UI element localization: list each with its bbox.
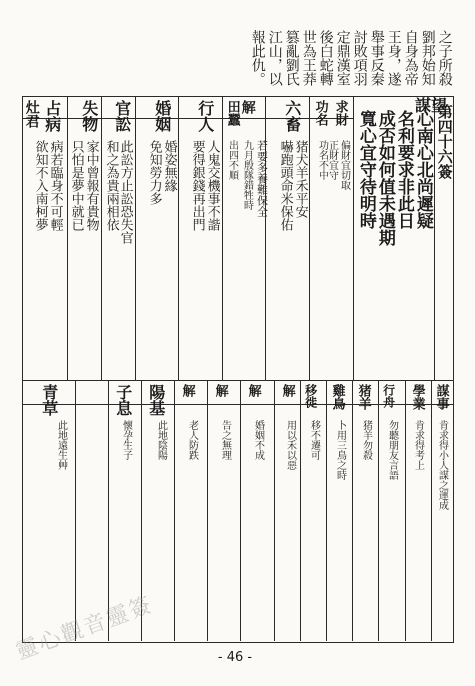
column-rule bbox=[434, 96, 435, 380]
cell-text-qiucai: 正財宜守 bbox=[326, 140, 338, 180]
col-label-jie: 解 bbox=[239, 100, 256, 114]
col-label-gongming: 功名 bbox=[312, 100, 328, 126]
cell-text-zhanbing: 病若臨身不可輕 bbox=[47, 140, 63, 231]
cell-text: 婚姻不成 bbox=[252, 420, 264, 460]
cell-text: 肯求得考上 bbox=[412, 420, 424, 470]
col-label-jie: 解 bbox=[179, 384, 195, 397]
col-label-jiniao: 雞鳥 bbox=[329, 384, 345, 410]
cell-text: 老人防跌 bbox=[186, 420, 198, 460]
cell-text-liuchu: 嚇跑頭命米保佑 bbox=[277, 140, 293, 231]
cell-text: 此地陰陽 bbox=[155, 420, 167, 460]
cell-text: 勿聽朋友言語 bbox=[386, 420, 398, 480]
column-rule bbox=[101, 96, 102, 380]
intro-line: 江山，以 bbox=[266, 30, 283, 86]
col-label-jie: 解 bbox=[212, 384, 228, 397]
sign-number: 第四十六簽 bbox=[435, 104, 454, 179]
column-rule bbox=[178, 96, 179, 380]
poem-line: 心南心北尚遲疑 bbox=[412, 110, 433, 229]
intro-line: 舉事反秦 bbox=[368, 30, 385, 86]
intro-line: 劉邦始知 bbox=[419, 30, 436, 86]
column-rule bbox=[353, 96, 354, 380]
cell-text-tiancan: 出四不順 bbox=[226, 140, 238, 180]
intro-line: 之子所殺 bbox=[436, 30, 453, 86]
cell-text-shiwu: 只怕是夢中就已 bbox=[68, 140, 84, 231]
col-label-zhuyang: 猪羊 bbox=[355, 384, 371, 410]
col-label-zaojun: 灶君 bbox=[23, 100, 40, 128]
col-label-moushi: 謀事 bbox=[433, 384, 449, 410]
col-label-xueye: 學業 bbox=[409, 384, 425, 410]
cell-text-hunyin: 免知勞力多 bbox=[146, 140, 162, 205]
col-label-zhanbing: 占病 bbox=[42, 100, 62, 132]
intro-line: 報此仇。 bbox=[249, 30, 266, 86]
cell-text-liuchu: 若要多養難保全 bbox=[255, 140, 269, 217]
col-label-qiucai: 求財 bbox=[332, 100, 348, 126]
col-label-yangji: 陽基 bbox=[146, 384, 166, 416]
section-divider bbox=[22, 380, 453, 381]
cell-text-guansong: 此訟方止訟恐失官 bbox=[117, 140, 133, 244]
cell-text: 卜用三鳥之時 bbox=[334, 420, 346, 480]
col-label-xingren: 行人 bbox=[195, 100, 215, 132]
intro-line: 王身，遂 bbox=[385, 30, 402, 86]
col-label-jie: 解 bbox=[245, 384, 261, 397]
poem-line: 成否如何值未遇期 bbox=[374, 110, 395, 246]
col-label-hunyin: 婚姻 bbox=[152, 100, 172, 132]
cell-text-liuchu: 猪犬羊禾平安 bbox=[292, 140, 308, 218]
intro-line: 自身為帝 bbox=[402, 30, 419, 86]
column-rule bbox=[309, 96, 310, 380]
column-rule bbox=[352, 380, 353, 641]
poem-line: 寬心宜守待明時 bbox=[355, 110, 376, 229]
col-label-qingcao: 青草 bbox=[39, 384, 59, 416]
category-label: 謀望 bbox=[415, 96, 448, 115]
column-rule bbox=[222, 96, 223, 380]
column-rule bbox=[300, 380, 301, 641]
watermark: 靈心觀音靈簽 bbox=[12, 592, 157, 666]
col-label-tiancan: 田蠶 bbox=[224, 100, 240, 126]
cell-text-guansong: 和之為貴兩相依 bbox=[103, 140, 119, 231]
cell-text-qiucai: 偏財宜切取 bbox=[338, 140, 350, 190]
column-rule bbox=[67, 96, 68, 380]
cell-text: 猪羊勿殺 bbox=[360, 420, 372, 460]
header-rule bbox=[22, 118, 354, 119]
cell-text: 告之無理 bbox=[219, 420, 231, 460]
column-rule bbox=[405, 380, 406, 641]
intro-line: 篡亂劉氏 bbox=[283, 30, 300, 86]
intro-line: 世為王莽 bbox=[300, 30, 317, 86]
column-rule bbox=[431, 380, 432, 641]
cell-text: 肯求得小人謀之運成 bbox=[436, 420, 448, 510]
col-label-shiwu: 失物 bbox=[79, 100, 99, 132]
cell-text: 用以禾以惡 bbox=[284, 420, 296, 470]
cell-text-xingren: 人鬼交機事不諧 bbox=[204, 140, 220, 231]
cell-text-xingren: 要得銀錢再出門 bbox=[189, 140, 205, 231]
col-label-zixi: 子息 bbox=[113, 384, 133, 416]
intro-line: 定鼎漢室 bbox=[334, 30, 351, 86]
column-rule bbox=[274, 380, 275, 641]
intro-line: 討敗項羽 bbox=[351, 30, 368, 86]
column-rule bbox=[135, 96, 136, 380]
page-number: - 46 - bbox=[217, 650, 253, 665]
cell-text: 此地遠生艸 bbox=[55, 420, 67, 470]
cell-text-gongming: 功名不中 bbox=[316, 140, 328, 180]
col-label-jie: 解 bbox=[279, 384, 295, 397]
col-label-xingzhou: 行舟 bbox=[381, 384, 396, 408]
cell-text: 懷孕生子 bbox=[120, 420, 132, 460]
column-rule bbox=[326, 380, 327, 641]
column-rule bbox=[207, 380, 208, 641]
poem-line: 名利要求非此日 bbox=[393, 110, 414, 229]
column-rule bbox=[240, 380, 241, 641]
cell-text-shiwu: 家中曾報有貴物 bbox=[83, 140, 99, 231]
cell-text: 移不遷可 bbox=[308, 420, 320, 460]
column-rule bbox=[378, 380, 379, 641]
col-label-yixi: 移徙 bbox=[303, 384, 318, 408]
cell-text-jie: 九月殷隊錯牲時 bbox=[241, 140, 253, 210]
column-rule bbox=[75, 380, 76, 641]
intro-line: 後白蛇轉 bbox=[317, 30, 334, 86]
cell-text-zhanbing: 欲知不入南柯夢 bbox=[32, 140, 48, 231]
cell-text-hunyin: 婚姿無緣 bbox=[161, 140, 177, 192]
col-label-guansong: 官訟 bbox=[112, 100, 132, 132]
col-label-liuchu: 六畜 bbox=[282, 100, 302, 132]
